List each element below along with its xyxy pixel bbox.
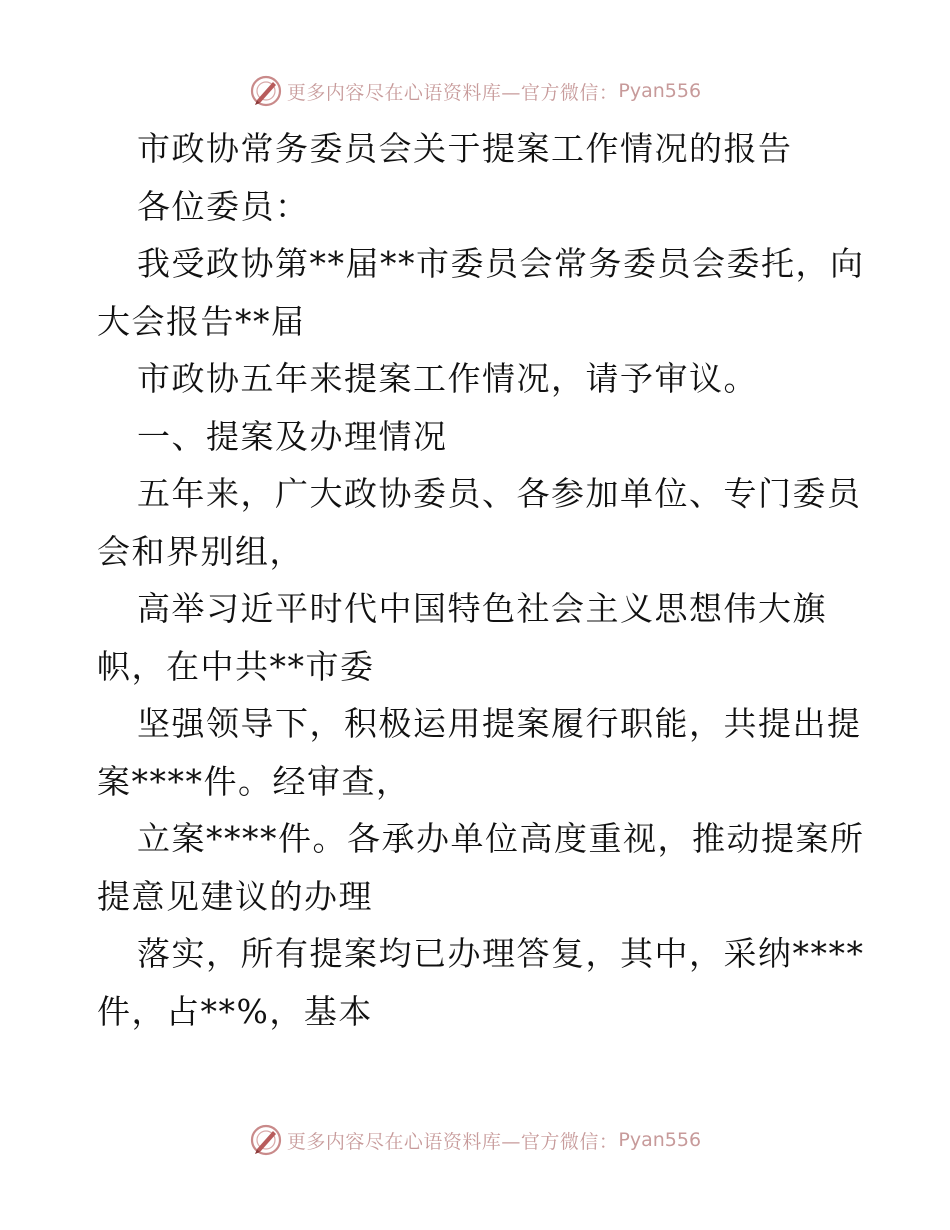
watermark-id: Pyan556: [618, 1129, 702, 1151]
text-line: 我受政协第**届**市委员会常务委员会委托，向: [137, 244, 865, 283]
paragraph: [97, 408, 857, 466]
paragraph: [97, 925, 865, 1040]
text-line: 五年来，广大政协委员、各参加单位、专门委员: [137, 474, 862, 513]
text-line: 大会报告**届: [97, 301, 306, 341]
text-line: 市政协五年来提案工作情况，请予审议。: [137, 359, 758, 398]
header-watermark: [0, 71, 950, 111]
pen-logo-icon: [249, 1123, 283, 1157]
text-line: 高举习近平时代中国特色社会主义思想伟大旗: [137, 589, 827, 628]
text-line: 会和界别组，: [97, 531, 304, 571]
paragraph: [97, 580, 857, 695]
pen-logo-icon: [249, 74, 283, 108]
text-line: 一、提案及办理情况: [137, 416, 448, 456]
text-line: 立案****件。各承办单位高度重视，推动提案所: [137, 819, 865, 858]
paragraph: [97, 120, 857, 178]
paragraph: [97, 695, 862, 810]
text-line: 帜，在中共**市委: [97, 646, 375, 686]
document-body: [97, 120, 865, 1040]
paragraph: [97, 465, 862, 580]
paragraph: [97, 810, 865, 925]
footer-watermark: [0, 1120, 950, 1160]
paragraph: [97, 235, 865, 350]
watermark-id: Pyan556: [618, 80, 702, 102]
paragraph: [97, 350, 857, 408]
text-line: 坚强领导下，积极运用提案履行职能，共提出提: [137, 704, 862, 743]
text-line: 案****件。经审查，: [97, 761, 411, 801]
text-line: 件，占**%，基本: [97, 991, 373, 1031]
text-line: 提意见建议的办理: [97, 876, 373, 916]
paragraph: [97, 178, 857, 236]
watermark-text: 更多内容尽在心语资料库—官方微信：: [286, 1130, 619, 1153]
text-line: 落实，所有提案均已办理答复，其中，采纳****: [137, 934, 865, 973]
text-line: 市政协常务委员会关于提案工作情况的报告: [137, 129, 793, 168]
watermark-text: 更多内容尽在心语资料库—官方微信：: [286, 81, 619, 104]
text-line: 各位委员：: [137, 186, 310, 226]
